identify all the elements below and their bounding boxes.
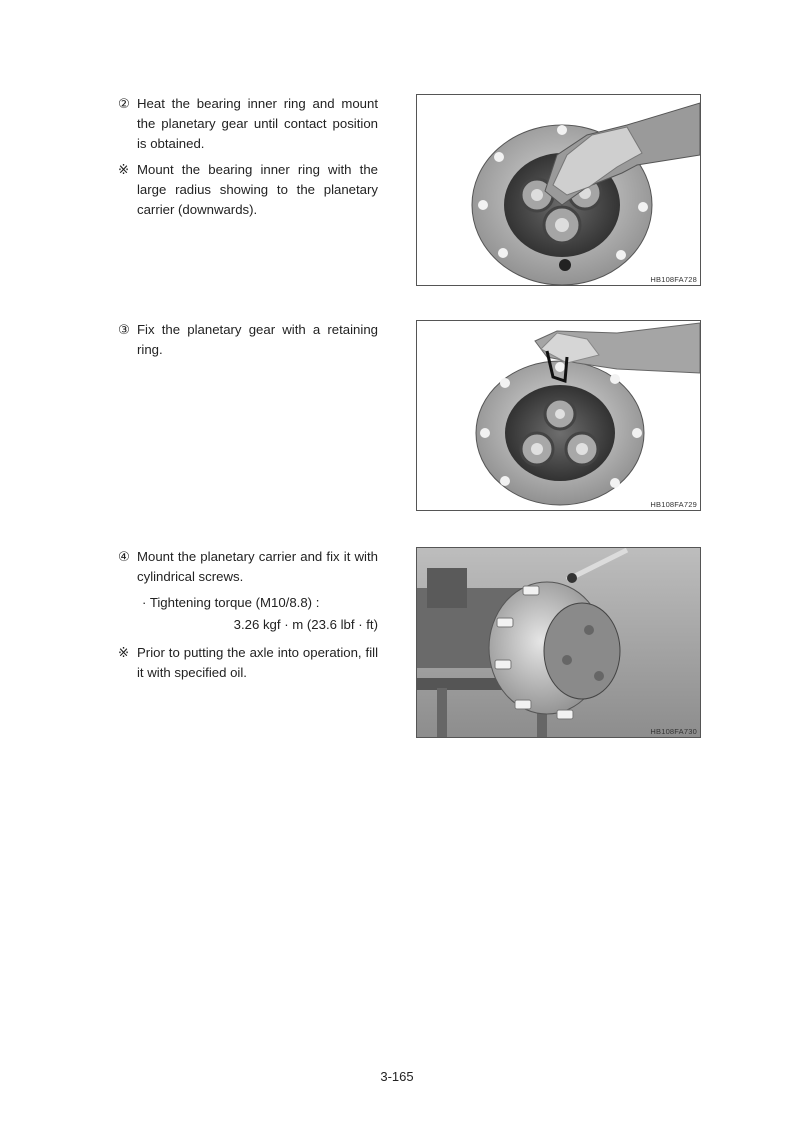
step-4-note-text: Prior to putting the axle into operation, fill it with specified oil. [137,645,378,680]
step-4-note [118,643,378,683]
step-2-instruction [118,94,378,154]
photo-illustration [417,95,700,285]
step-3-instruction [118,320,378,360]
step-2-text: Heat the bearing inner ring and mount the planetary gear until contact position is obtained. [137,96,378,151]
step-3-marker: ③ [118,322,130,337]
step-4-instruction [118,547,378,587]
step-3-text: Fix the planetary gear with a retaining ring. [137,322,378,357]
photo-code-label: HB108FA730 [650,727,697,736]
tightening-torque-label: · Tightening torque (M10/8.8) : [142,595,320,610]
note-marker: ※ [118,162,130,177]
step-4-text: Mount the planetary carrier and fix it with cylindrical screws. [137,549,378,584]
page-number: 3-165 [380,1069,414,1084]
step-2-block [118,94,378,226]
step-4-marker: ④ [118,549,130,564]
photo-code-label: HB108FA729 [650,500,697,509]
photo-code-label: HB108FA728 [650,275,697,284]
step-4-block [118,547,378,689]
step-2-marker: ② [118,96,130,111]
photo-bearing-planetary-gear [416,94,701,286]
photo-illustration [417,321,700,510]
photo-retaining-ring [416,320,701,511]
tightening-torque-value: 3.26 kgf · m (23.6 lbf · ft) [233,617,378,632]
step-3-block [118,320,378,366]
note-marker: ※ [118,645,130,660]
photo-planetary-carrier-assembly [416,547,701,738]
step-2-note-text: Mount the bearing inner ring with the large radius showing to the planetary carrier (downwards). [137,162,378,217]
photo-illustration [417,548,700,737]
step-2-note [118,160,378,220]
